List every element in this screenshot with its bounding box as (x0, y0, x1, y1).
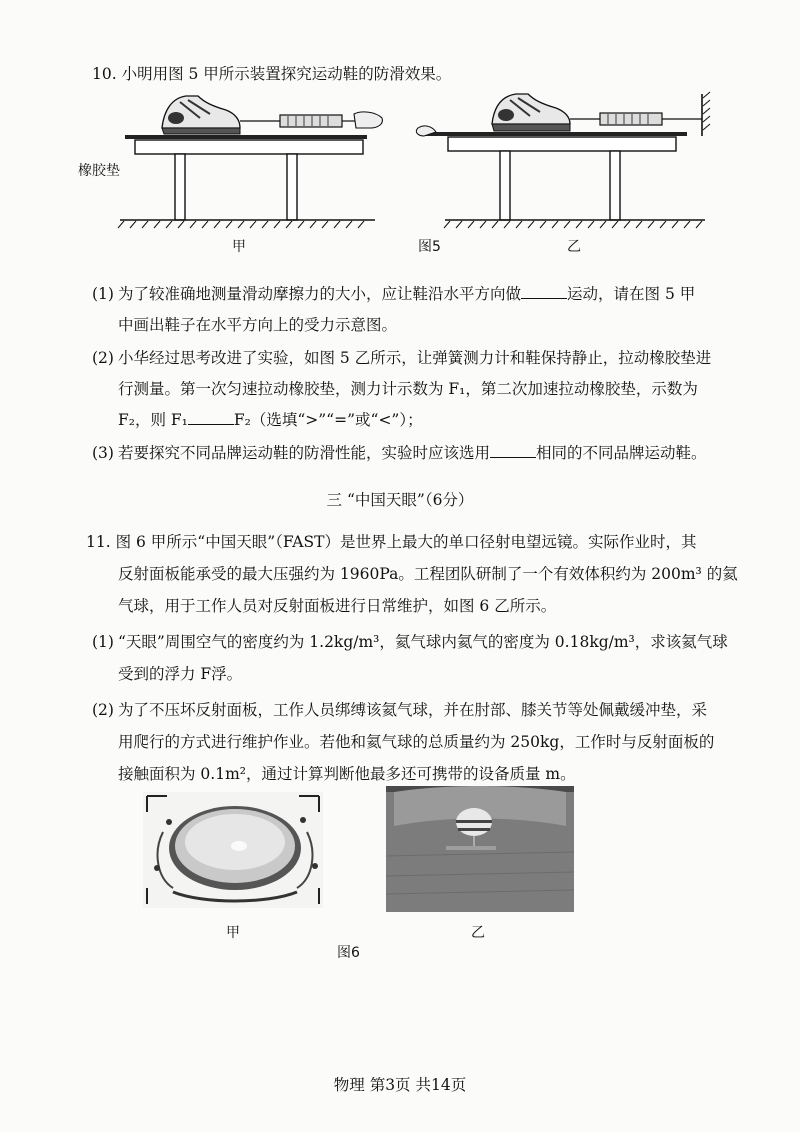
page-footer: 物理 第3页 共14页 (333, 1076, 467, 1094)
section-title: 三 “中国天眼”（6分） (326, 491, 474, 509)
fast-telescope-photo (143, 792, 323, 908)
q10-part2-num: (2) (92, 349, 114, 367)
spring-scale (600, 113, 662, 125)
table-top (135, 140, 363, 154)
label-fig5-caption: 图5 (418, 239, 441, 255)
label-fig5-jia: 甲 (232, 239, 246, 255)
shoe-icon (162, 96, 240, 134)
rubber-pad (125, 135, 367, 139)
q11-intro-line1: 11. 图 6 甲所示“中国天眼”（FAST）是世界上最大的单口径射电望远镜。实际作业时，其 (86, 533, 697, 551)
answer-blank[interactable] (490, 443, 536, 458)
q10-part2-line2: 行测量。第一次匀速拉动橡胶垫，测力计示数为 F₁，第二次加速拉动橡胶垫，示数为 (118, 380, 698, 398)
q10-part1-num: (1) (92, 285, 114, 303)
q11-intro-line3: 气球，用于工作人员对反射面板进行日常维护，如图 6 乙所示。 (118, 597, 557, 615)
label-fig5-yi: 乙 (567, 239, 581, 255)
q11-part2-num: (2) (92, 701, 114, 719)
label-fig6-caption: 图6 (337, 945, 360, 961)
figure-5 (80, 88, 720, 248)
q10-part2-line1: (2) 小华经过思考改进了实验，如图 5 乙所示，让弹簧测力计和鞋保持静止，拉动橡胶垫进 (92, 349, 712, 367)
answer-blank[interactable] (188, 410, 234, 425)
table-leg (175, 154, 185, 220)
shoe-icon (492, 94, 570, 131)
q11-intro-line2: 反射面板能承受的最大压强约为 1960Pa。工程团队研制了一个有效体积约为 200m³ 的氦 (118, 565, 738, 583)
q11-part2-line3: 接触面积为 0.1m²，通过计算判断他最多还可携带的设备质量 m。 (118, 765, 576, 783)
label-fig6-yi: 乙 (471, 925, 485, 941)
q11-part1-line2: 受到的浮力 F浮。 (118, 665, 243, 683)
figure-5-yi (416, 92, 710, 228)
table-leg (610, 151, 620, 220)
hand-icon (354, 112, 382, 128)
table-leg (287, 154, 297, 220)
ground-hatch (444, 221, 702, 228)
answer-blank[interactable] (521, 284, 567, 299)
q10-part2-line3: F₂，则 F₁ F₂（选填“>”“=”或“<”）； (118, 411, 423, 429)
q10-part1-line1: (1) 为了较准确地测量滑动摩擦力的大小，应让鞋沿水平方向做 运动，请在图 5 甲 (92, 285, 696, 303)
q11-part2-line1: (2) 为了不压坏反射面板，工作人员绑缚该氦气球，并在肘部、膝关节等处佩戴缓冲垫，采 (92, 701, 708, 719)
q10-part3-line1: (3) 若要探究不同品牌运动鞋的防滑性能，实验时应该选用 相同的不同品牌运动鞋。 (92, 444, 707, 462)
label-rubber-pad: 橡胶垫 (78, 163, 120, 179)
q10-part3-num: (3) (92, 444, 114, 462)
label-fig6-jia: 甲 (226, 925, 240, 941)
q10-part1-line2: 中画出鞋子在水平方向上的受力示意图。 (118, 316, 398, 334)
q10-intro: 10. 小明用图 5 甲所示装置探究运动鞋的防滑效果。 (92, 65, 452, 83)
q11-part2-line2: 用爬行的方式进行维护作业。若他和氦气球的总质量约为 250kg，工作时与反射面板的 (118, 733, 715, 751)
ground-hatch (118, 221, 364, 228)
table-leg (500, 151, 510, 220)
figure-5-jia (118, 96, 382, 228)
spring-scale (280, 115, 342, 127)
table-top (448, 137, 676, 151)
rubber-pad (425, 132, 687, 136)
helium-balloon-photo (386, 786, 574, 912)
q11-part1-line1: (1) “天眼”周围空气的密度约为 1.2kg/m³，氦气球内氦气的密度为 0.18kg/m³，求该氦气球 (92, 633, 728, 651)
q11-part1-num: (1) (92, 633, 114, 651)
